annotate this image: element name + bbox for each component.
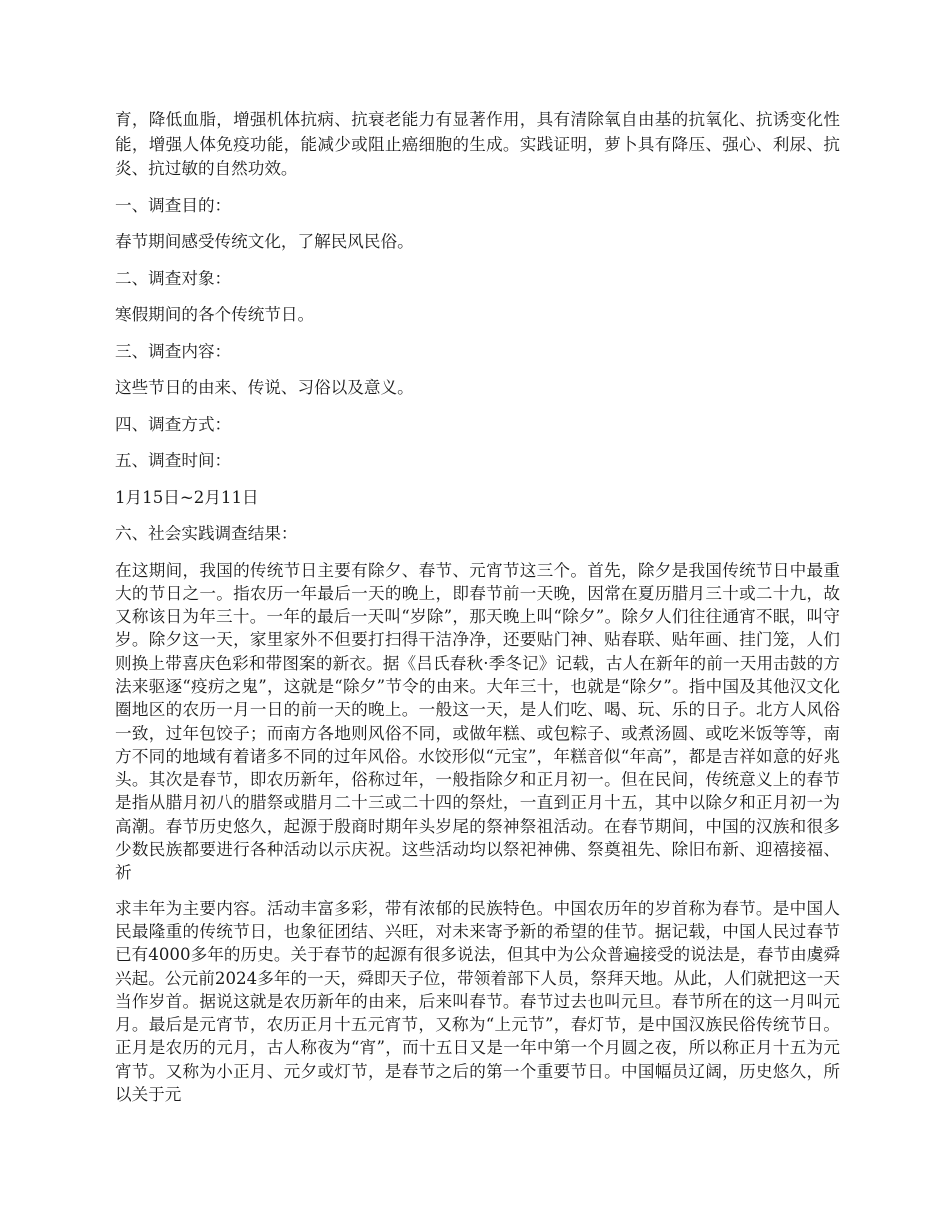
intro-paragraph: 育，降低血脂，增强机体抗病、抗衰老能力有显著作用，具有清除氧自由基的抗氧化、抗诱变化性能，增强人体免疫功能，能减少或阻止癌细胞的生成。实践证明，萝卜具有降压、强心、利尿、抗炎、抗过敏的自然功效。 xyxy=(115,110,840,178)
section-heading-content: 三、调查内容： xyxy=(115,341,232,361)
section-heading-results: 六、社会实践调查结果： xyxy=(115,524,298,543)
section-heading-time: 五、调查时间： xyxy=(115,451,232,470)
results-paragraph-2: 求丰年为主要内容。活动丰富多彩，带有浓郁的民族特色。中国农历年的岁首称为春节。是中国人民最隆重的传统节日，也象征团结、兴旺，对未来寄予新的希望的佳节。据记载，中国人民过春节已有4000多年的历史。关于春节的起源有很多说法，但其中为公众普遍接受的说法是，春节由虞舜兴起。公元前2024多年的一天，舜即天子位，带领着部下人员，祭拜天地。从此，人们就把这一天当作岁首。据说这就是农历新年的由来，后来叫春节。春节过去也叫元旦。春节所在的这一月叫元月。最后是元宵节，农历正月十五元宵节，又称为“上元节”，春灯节，是中国汉族民俗传统节日。正月是农历的元月，古人称夜为“宵”，而十五日又是一年中第一个月圆之夜，所以称正月十五为元宵节。又称为小正月、元夕或灯节，是春节之后的第一个重要节日。中国幅员辽阔，历史悠久，所以关于元 xyxy=(115,898,840,1105)
subject-text: 寒假期间的各个传统节日。 xyxy=(115,305,315,324)
content-text: 这些节日的由来、传说、习俗以及意义。 xyxy=(115,378,414,397)
purpose-text: 春节期间感受传统文化，了解民风民俗。 xyxy=(115,232,414,251)
time-text: 1月15日~2月11日 xyxy=(115,487,259,507)
section-heading-purpose: 一、调查目的： xyxy=(115,195,232,215)
section-heading-method: 四、调查方式： xyxy=(115,414,232,434)
section-heading-subject: 二、调查对象： xyxy=(115,268,232,288)
results-paragraph-1: 在这期间，我国的传统节日主要有除夕、春节、元宵节这三个。首先，除夕是我国传统节日中最重大的节日之一。指农历一年最后一天的晚上，即春节前一天晚，因常在夏历腊月三十或二十九，故又称该日为年三十。一年的最后一天叫“岁除”，那天晚上叫“除夕”。除夕人们往往通宵不眠，叫守岁。除夕这一天，家里家外不但要打扫得干洁净净，还要贴门神、贴春联、贴年画、挂门笼，人们则换上带喜庆色彩和带图案的新衣。据《吕氏春秋·季冬记》记载，古人在新年的前一天用击鼓的方法来驱逐“疫疠之鬼”，这就是“除夕”节令的由来。大年三十，也就是“除夕”。指中国及其他汉文化圈地区的农历一月一日的前一天的晚上。一般这一天，是人们吃、喝、玩、乐的日子。北方人风俗一致，过年包饺子；而南方各地则风俗不同，或做年糕、或包粽子、或煮汤圆、或吃米饭等等，南方不同的地域有着诸多不同的过年风俗。水饺形似“元宝”，年糕音似“年高”，都是吉祥如意的好兆头。其次是春节，即农历新年，俗称过年，一般指除夕和正月初一。但在民间，传统意义上的春节是指从腊月初八的腊祭或腊月二十三或二十四的祭灶，一直到正月十五，其中以除夕和正月初一为高潮。春节历史悠久，起源于殷商时期年头岁尾的祭神祭祖活动。在春节期间，中国的汉族和很多少数民族都要进行各种活动以示庆祝。这些活动均以祭祀神佛、祭奠祖先、除旧布新、迎禧接福、祈 xyxy=(115,560,840,883)
document-page xyxy=(115,108,840,1106)
